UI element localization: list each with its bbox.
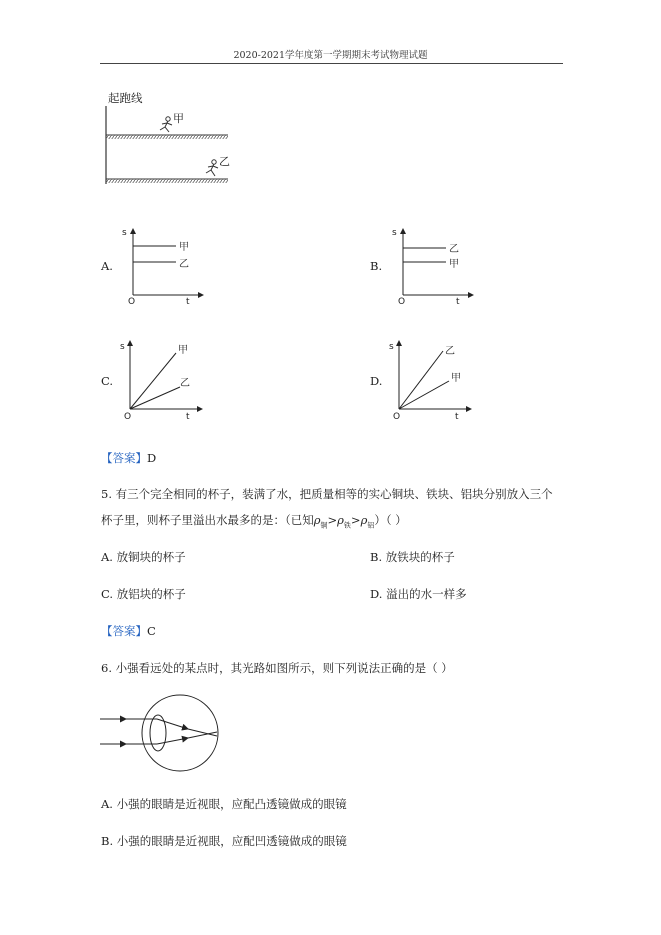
- graph-d: [387, 337, 477, 422]
- graph-b-svg: [388, 225, 478, 305]
- line-bottom-label: 乙: [179, 259, 189, 270]
- line-steep-label: 甲: [178, 345, 188, 356]
- graph-a-svg: [118, 225, 208, 305]
- t-axis-label: t: [186, 297, 190, 305]
- rho-al: ρ: [360, 513, 368, 527]
- s-axis-label: s: [392, 228, 397, 238]
- line-shallow: [399, 381, 449, 409]
- origin-label: O: [124, 412, 132, 422]
- answer-tag: 【答案】: [101, 624, 147, 638]
- page-header-title: 2020-2021学年度第一学期期末考试物理试题: [233, 50, 428, 61]
- t-axis-label: t: [456, 297, 460, 305]
- option-a-label: A.: [101, 259, 113, 273]
- rho-cu: ρ: [313, 513, 321, 527]
- line-shallow-label: 甲: [451, 373, 461, 384]
- line-shallow: [130, 387, 180, 409]
- runner-a-label: 甲: [173, 112, 184, 125]
- eye-diagram-svg: [100, 692, 225, 774]
- question-5-line-2: [101, 512, 407, 530]
- line-bottom-label: 甲: [449, 259, 459, 270]
- graph-b: [388, 225, 478, 305]
- graph-a: [118, 225, 208, 305]
- q5-option-c: C. 放铝块的杯子: [101, 587, 186, 601]
- track-figure-svg: [102, 88, 232, 188]
- graph-c-svg: [118, 337, 208, 422]
- answer-value: C: [147, 624, 156, 638]
- q5-option-b: B. 放铁块的杯子: [370, 550, 455, 564]
- q6-option-b: B. 小强的眼睛是近视眼，应配凹透镜做成的眼镜: [101, 834, 347, 848]
- line-top-label: 乙: [449, 244, 459, 255]
- line-top-label: 甲: [179, 242, 189, 253]
- header-rule: [100, 63, 563, 64]
- sub-fe: 铁: [343, 521, 351, 530]
- runner-b-label: 乙: [219, 155, 230, 168]
- answer-value: D: [147, 451, 157, 465]
- question-5-line-1: 5. 有三个完全相同的杯子，装满了水，把质量相等的实心铜块、铁块、铝块分别放入三个: [101, 487, 553, 501]
- q5-option-d: D. 溢出的水一样多: [370, 587, 467, 601]
- sub-cu: 铜: [320, 521, 328, 530]
- s-axis-label: s: [120, 342, 125, 352]
- origin-label: O: [398, 297, 406, 305]
- answer-tag: 【答案】: [101, 451, 147, 465]
- line-steep-label: 乙: [445, 346, 455, 357]
- sub-al: 铝: [367, 521, 375, 530]
- s-axis-label: s: [122, 228, 127, 238]
- t-axis-label: t: [186, 412, 190, 422]
- graph-c: [118, 337, 208, 422]
- q5-line2-pre: 杯子里，则杯子里溢出水最多的是：（已知: [101, 513, 314, 527]
- runner-a-icon: [160, 117, 172, 132]
- origin-label: O: [393, 412, 401, 422]
- answer-4: [101, 450, 156, 466]
- option-d-label: D.: [370, 374, 383, 388]
- gt-2: >: [350, 513, 361, 527]
- lane-hatch-top: [106, 135, 228, 139]
- q5-option-a: A. 放铜块的杯子: [101, 550, 186, 564]
- answer-5: [101, 623, 156, 639]
- q6-option-a: A. 小强的眼睛是近视眼，应配凸透镜做成的眼镜: [101, 797, 347, 811]
- line-shallow-label: 乙: [180, 378, 190, 389]
- graph-d-svg: [387, 337, 477, 422]
- refracted-ray-bottom: [157, 738, 188, 744]
- eye-diagram: [100, 692, 225, 774]
- origin-label: O: [128, 297, 136, 305]
- track-figure: [102, 88, 232, 188]
- line-steep: [130, 353, 176, 409]
- lane-hatch-bottom: [106, 179, 228, 183]
- refracted-ray-top: [157, 719, 188, 729]
- gt-1: >: [327, 513, 338, 527]
- option-c-label: C.: [101, 374, 114, 388]
- eye-lens: [150, 715, 166, 751]
- line-steep: [399, 351, 443, 409]
- start-line-label: 起跑线: [108, 91, 143, 105]
- runner-b-icon: [206, 160, 218, 176]
- q5-line2-post: ）（ ）: [374, 513, 407, 527]
- question-6-stem: 6. 小强看远处的某点时，其光路如图所示，则下列说法正确的是（ ）: [101, 661, 453, 675]
- rho-fe: ρ: [337, 513, 344, 527]
- s-axis-label: s: [389, 342, 394, 352]
- t-axis-label: t: [455, 412, 459, 422]
- option-b-label: B.: [370, 259, 383, 273]
